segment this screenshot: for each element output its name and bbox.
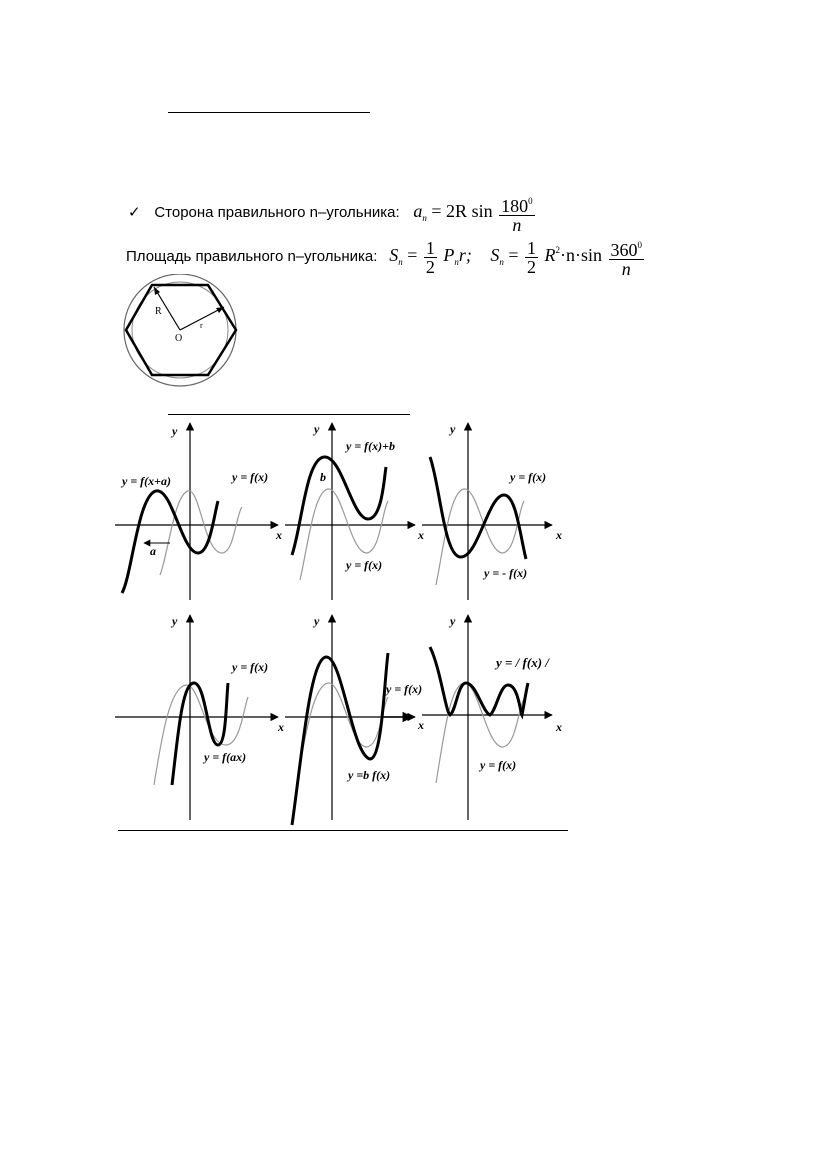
- transformed-curve: [122, 491, 218, 593]
- panel2-ref: y = f(x): [346, 558, 383, 572]
- area-formula-2: $S_n$ = $\frac{1}{2}$ $R^2\cdot n\cdot\sin$ $\frac{360^0}{n}$: [490, 237, 642, 279]
- graph-panel-5: [285, 614, 424, 825]
- transformed-curve: [292, 653, 391, 825]
- x-label: x: [276, 528, 282, 542]
- x-label: x: [278, 720, 284, 734]
- panel1-ref: y = f(x): [232, 470, 269, 484]
- graph-panel-3: [422, 422, 562, 600]
- section-bottom-rule: [118, 830, 568, 831]
- side-formula-line: [128, 192, 537, 234]
- reference-curve: [154, 685, 248, 785]
- panel4-ref: y = f(ax): [204, 750, 247, 764]
- y-label: y: [314, 422, 320, 436]
- graph-panel-2: [285, 422, 424, 600]
- y-label: y: [450, 614, 456, 628]
- area-formula-line: [126, 236, 646, 278]
- hexagon-figure: [120, 274, 250, 388]
- side-formula-label: Сторона правильного n–угольника:: [154, 204, 400, 222]
- panel2-title: y = f(x)+b: [346, 439, 395, 453]
- panel1-title: y = f(x+a): [122, 474, 171, 488]
- x-label: x: [418, 528, 424, 542]
- y-label: y: [172, 614, 178, 628]
- x-label: x: [418, 718, 424, 732]
- y-label: y: [450, 422, 456, 436]
- y-label: y: [172, 424, 178, 438]
- panel1-shift: a: [150, 544, 156, 558]
- area-formula-label: Площадь правильного n–угольника:: [126, 248, 378, 266]
- graph-panel-4: [115, 614, 284, 820]
- reference-curve: [160, 491, 242, 575]
- label-O: O: [175, 333, 183, 344]
- panel3-title: y = f(x): [510, 470, 547, 484]
- heading-underline-1: [168, 112, 370, 113]
- transformed-curve: [292, 457, 386, 555]
- transformed-curve: [172, 683, 228, 785]
- side-formula: $a_n = 2R$ sin $\frac{180^0}{n}$: [413, 201, 536, 221]
- transformations-graphs: [110, 415, 580, 835]
- panel6-ref: y = f(x): [480, 758, 517, 772]
- panel6-title: y = / f(x) /: [496, 655, 549, 670]
- area-formula-1: $S_n$ = $\frac{1}{2}$ $P_nr$;: [389, 237, 472, 277]
- panel3-ref: y = - f(x): [484, 566, 528, 580]
- check-icon: ✓: [128, 205, 141, 222]
- y-label: y: [314, 614, 320, 628]
- x-label: x: [556, 528, 562, 542]
- panel2-shift: b: [320, 470, 326, 484]
- panel5-ref: y =b f(x): [348, 768, 391, 782]
- label-R: R: [155, 306, 162, 317]
- panel5-title: y = f(x): [386, 682, 423, 696]
- x-label: x: [556, 720, 562, 734]
- graph-panel-1: [115, 423, 282, 600]
- panel4-title: y = f(x): [232, 660, 269, 674]
- graph-panel-6: [422, 614, 562, 820]
- label-r: r: [200, 321, 203, 330]
